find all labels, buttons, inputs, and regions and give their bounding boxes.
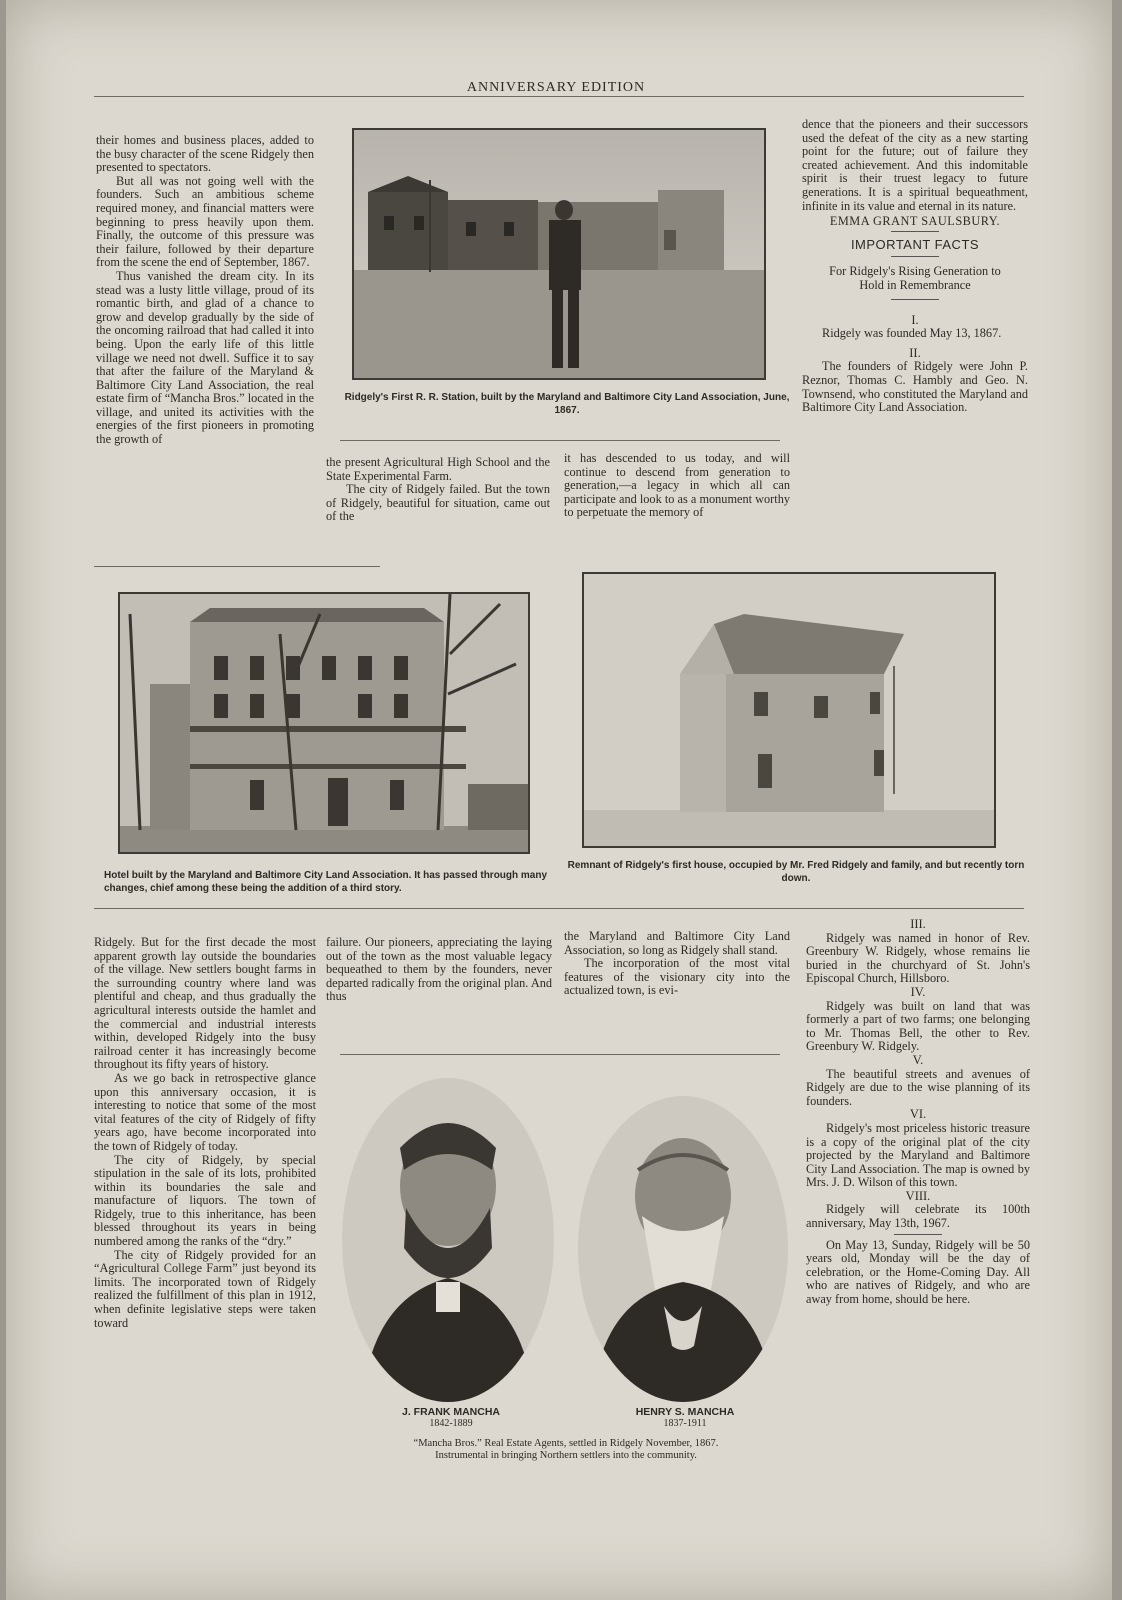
column-2-top	[326, 456, 550, 524]
paragraph: the Maryland and Baltimore City Land Association, so long as Ridgely shall stand.	[564, 929, 790, 957]
fact-text: The founders of Ridgely were John P. Reznor, Thomas C. Hambly and Geo. N. Townsend, who constituted the Maryland and Baltimore City Land Association.	[802, 359, 1028, 415]
fact-number: IV.	[910, 984, 926, 999]
first-house-caption: Remnant of Ridgely's first house, occupied by Mr. Fred Ridgely and family, and but recently torn down.	[567, 860, 1025, 884]
paragraph: Ridgely. But for the first decade the most apparent growth lay outside the boundaries of the village. New settlers bought farms in the surrounding country where land was plentiful and cheap, and thus gradually the agricultural interests outside the hamlet and the commercial and industrial interests within, developed Ridgely into the busy railroad center it has increasingly become throughout its fifty years of history.	[94, 935, 316, 1072]
facts-title: IMPORTANT FACTS	[850, 236, 980, 252]
portraits-caption	[336, 1438, 796, 1462]
henry-s-mancha-portrait	[578, 1096, 788, 1402]
portrait-1-name: J. FRANK MANCHA	[402, 1406, 500, 1418]
fact-text: Ridgely's most priceless historic treasure is a copy of the original plat of the city projected by the Maryland and Baltimore City Land Association. The map is owned by Mrs. J. D. Wilson of this town.	[806, 1120, 1030, 1190]
railroad-station-photo	[352, 128, 766, 380]
divider-rule	[340, 440, 780, 441]
closing-paragraph: On May 13, Sunday, Ridgely will be 50 years old, Monday will be the day of celebration, or the Home-Coming Day. All who are natives of Ridgely, and who are away from home, should be here.	[806, 1237, 1030, 1307]
portrait-image	[342, 1078, 554, 1402]
fact-number: VIII.	[905, 1188, 931, 1203]
fact-number: VI.	[909, 1107, 927, 1122]
hotel-image	[120, 594, 528, 852]
portrait-rule	[340, 1054, 780, 1055]
fact-text: Ridgely was built on land that was formerly a part of two farms; one belonging to Mr. Thomas Bell, the other to Rev. Greenbury W. Ridgely.	[806, 998, 1030, 1054]
subtitle-rule	[891, 299, 939, 300]
portrait-2-name: HENRY S. MANCHA	[635, 1406, 735, 1418]
paragraph: it has descended to us today, and will continue to descend from generation to generation,—a legacy in which all can participate and look to as a monument worthy to perpetuate the memory of	[564, 451, 790, 520]
portrait-2-label	[590, 1406, 780, 1429]
section-rule	[94, 566, 380, 567]
paragraph: dence that the pioneers and their successors used the defeat of the city as a new starting point for the future; out of failure they created achievement. And this indomitable spirit is their truest legacy to future generations. It is a spiritual bequeathment, infinite in its value and eternal in its nature.	[802, 117, 1028, 213]
newspaper-page	[6, 0, 1112, 1600]
paragraph: their homes and business places, added to the busy character of the scene Ridgely then presented to spectators.	[96, 133, 314, 175]
portrait-2-dates: 1837-1911	[663, 1418, 707, 1429]
facts-subtitle: For Ridgely's Rising Generation to Hold in Remembrance	[829, 264, 1001, 292]
ornament-rule	[891, 231, 939, 232]
section-rule	[94, 908, 1024, 909]
column-4-top	[802, 118, 1028, 415]
paragraph: The city of Ridgely, by special stipulation in the sale of its lots, prohibited within its boundaries the sale and manufacture of liquors. The town of Ridgely, true to this inheritance, has been blessed throughout its years in being numbered among the ranks of the “dry.”	[94, 1152, 316, 1249]
railroad-station-caption: Ridgely's First R. R. Station, built by the Maryland and Baltimore City Land Association, June, 1867.	[344, 392, 790, 416]
paragraph: The city of Ridgely provided for an “Agricultural College Farm” just beyond its limits. The incorporated town of Ridgely realized the fulfillment of this plan in 1912, when definite legislative steps were taken toward	[94, 1247, 316, 1330]
fact-text: The beautiful streets and avenues of Ridgely are due to the wise planning of its founders.	[806, 1066, 1030, 1108]
fact-number: V.	[912, 1052, 924, 1067]
fact-number: III.	[910, 917, 926, 931]
fact-number: II.	[909, 345, 921, 360]
portraits-caption-line-2: Instrumental in bringing Northern settlers into the community.	[435, 1450, 697, 1461]
portrait-1-dates: 1842-1889	[429, 1418, 473, 1429]
paragraph: As we go back in retrospective glance upon this anniversary occasion, it is interesting to notice that some of the most vital features of the city of Ridgely of fifty years ago, have become incorporated into the town of Ridgely of today.	[94, 1070, 316, 1153]
paragraph: Thus vanished the dream city. In its stead was a lusty little village, proud of its romantic birth, and glad of a chance to grow and develop gradually by the side of the oncoming railroad that had called it into being. Upon the early life of this little village we need not dwell. Suffice it to say that after the failure of the Maryland & Baltimore City Land Association, the real estate firm of “Mancha Bros.” located in the village, and united its activities with the energies of the first pioneers in promoting the growth of	[96, 268, 314, 447]
fact-text: Ridgely was named in honor of Rev. Greenbury W. Ridgely, whose remains lie buried in the churchyard of St. John's Episcopal Church, Hillsboro.	[806, 930, 1030, 986]
column-1-top	[96, 134, 314, 447]
column-3-bottom	[564, 930, 790, 998]
railroad-station-image	[354, 130, 764, 378]
column-3-top	[564, 452, 790, 520]
paragraph: the present Agricultural High School and the State Experimental Farm.	[326, 455, 550, 483]
portraits-caption-line-1: “Mancha Bros.” Real Estate Agents, settled in Ridgely November, 1867.	[413, 1438, 719, 1449]
fact-number: I.	[911, 312, 919, 327]
portrait-1-label	[356, 1406, 546, 1429]
first-house-image	[584, 574, 994, 846]
fact-text: Ridgely will celebrate its 100th anniversary, May 13th, 1967.	[806, 1202, 1030, 1231]
hotel-photo	[118, 592, 530, 854]
facts-title-rule	[891, 256, 939, 257]
j-frank-mancha-portrait	[342, 1078, 554, 1402]
fact-text: Ridgely was founded May 13, 1867.	[822, 326, 1002, 341]
paragraph: But all was not going well with the founders. Such an ambitious scheme required money, and financial matters were beginning to press heavily upon them. Finally, the outcome of this pressure was their failure, followed by their departure from the scene the end of September, 1867.	[96, 173, 314, 270]
page-header: ANNIVERSARY EDITION	[466, 80, 646, 95]
portrait-image	[578, 1096, 788, 1402]
first-house-photo	[582, 572, 996, 848]
hotel-caption: Hotel built by the Maryland and Baltimore City Land Association. It has passed through many changes, chief among these being the addition of a third story.	[104, 870, 548, 894]
paragraph: The incorporation of the most vital features of the visionary city into the actualized town, is evi-	[564, 956, 790, 998]
author-signature: EMMA GRANT SAULSBURY.	[829, 214, 1001, 229]
paragraph: The city of Ridgely failed. But the town of Ridgely, beautiful for situation, came out of the	[326, 482, 550, 524]
column-1-bottom	[94, 936, 316, 1330]
paragraph: failure. Our pioneers, appreciating the laying out of the town as the most valuable legacy bequeathed to them by the founders, never departed radically from the original plan. And thus	[326, 935, 552, 1004]
header-rule	[94, 96, 1024, 97]
column-2-bottom	[326, 936, 552, 1004]
column-4-bottom	[806, 918, 1030, 1307]
ornament-rule	[894, 1234, 942, 1235]
